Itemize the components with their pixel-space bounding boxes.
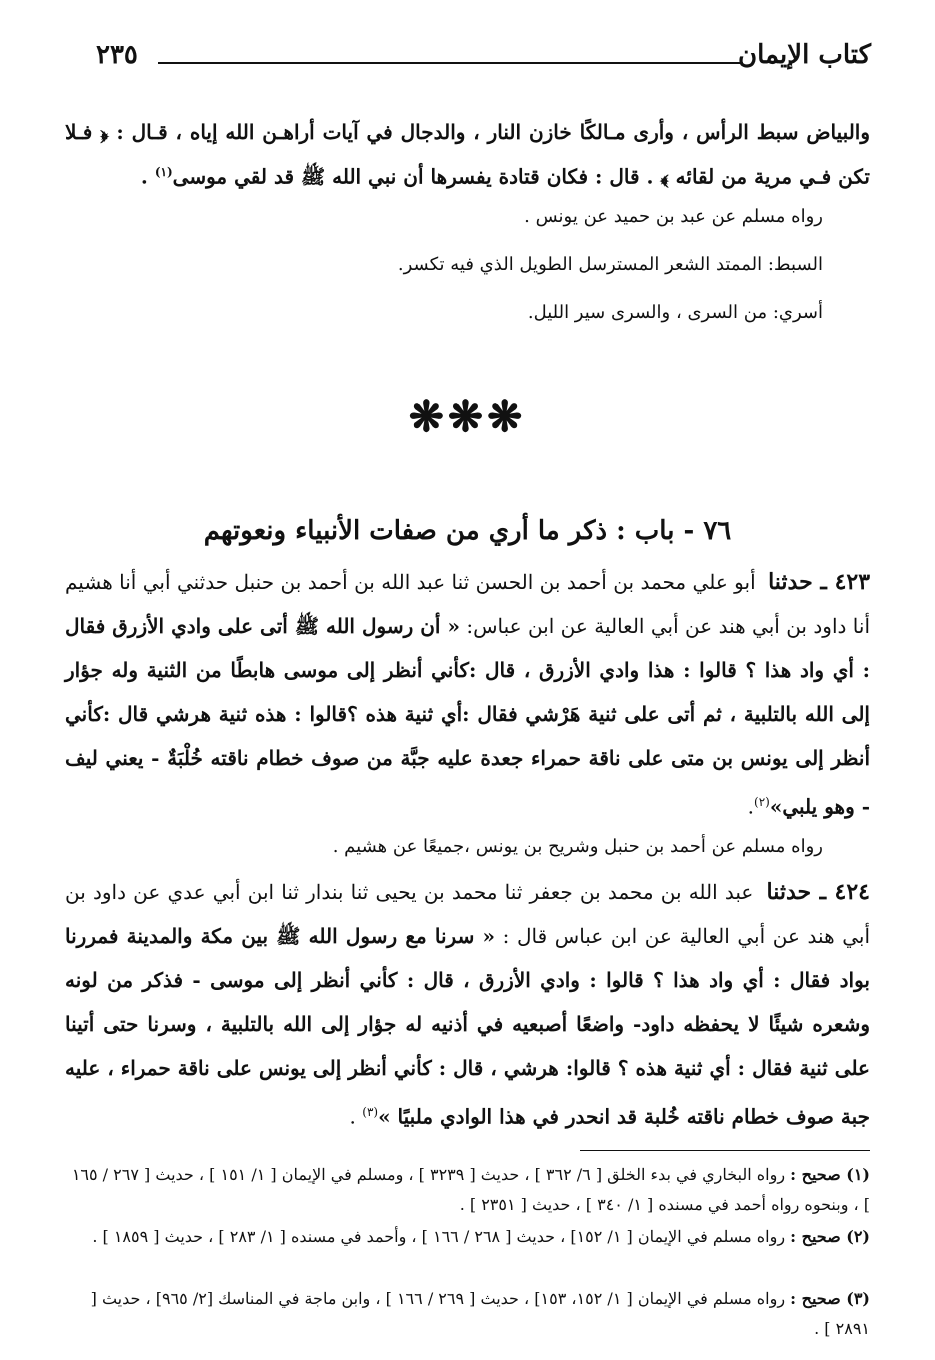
- footnote-2: [65, 1222, 870, 1252]
- note-line-2: السبط: الممتد الشعر المسترسل الطويل الذي فيه تكسر.: [397, 254, 823, 275]
- page-number: ٢٣٥: [96, 40, 138, 70]
- intro-tail: .: [140, 164, 155, 189]
- intro-text: والبياض سبط الرأس ، وأرى مـالكًا خازن النار ، والدجال في آيات أراهـن الله إياه ، قـال : ﴿ فـلا تكن فـي مرية من لقائه ﴾ . قال : فكان قتادة يفسرها أن نبي الله ﷺ قد لقي موسى: [65, 120, 870, 189]
- footnote-ref-3: (٣): [362, 1105, 379, 1119]
- footnote-1: [65, 1160, 870, 1220]
- footnote-3-label: (٣) صحيح :: [790, 1289, 870, 1308]
- hadith-424-narrators: عبد الله بن محمد بن جعفر ثنا محمد بن يحيى ثنا بندار ثنا ابن أبي عدي عن داود بن أبي هند عن أبي العالية عن ابن عباس قال :: [65, 880, 871, 948]
- footnote-rule: [580, 1150, 870, 1151]
- hadith-424: [65, 870, 870, 1139]
- note-line-1: رواه مسلم عن عبد بن حميد عن يونس .: [524, 206, 823, 227]
- hadith-424-text: « سرنا مع رسول الله ﷺ بين مكة والمدينة فمررنا بواد فقال : أي واد هذا ؟ قالوا : وادي الأزرق ، قال : كأني أنظر إلى موسى - فذكر من لونه وشعره شيئًا لا يحفظه داود- واضعًا أصبعيه في أذنيه له جؤار إلى الله بالتلبية ، وسرنا حتى أتينا على ثنية فقال : أي ثنية هذه ؟ قالوا: هرشي ، قال : كأني أنظر إلى يونس على ناقة حمراء ، عليه جبة صوف خطام ناقته خُلبة قد انحدر في هذا الوادي ملبيًا »: [65, 924, 870, 1129]
- page-header: [96, 38, 871, 82]
- header-rule: [158, 62, 743, 64]
- footnote-ref-1: (١): [154, 165, 173, 179]
- hadith-423-tail: .: [747, 794, 755, 819]
- book-section-title: كتاب الإيمان: [737, 40, 871, 70]
- footnote-2-text: رواه مسلم في الإيمان [ ١/ ١٥٢] ، حديث [ ٢٦٨ / ١٦٦ ] ، وأحمد في مسنده [ ١/ ٢٨٣ ] ، حديث [ ١٨٥٩ ] .: [92, 1227, 786, 1246]
- hadith-424-tail: .: [349, 1104, 363, 1129]
- section-divider-stars: ❋❋❋: [408, 392, 527, 441]
- hadith-number-424: ٤٢٤ ـ حدثنا: [766, 879, 870, 905]
- footnote-ref-2: (٢): [754, 795, 770, 809]
- footnote-3-text: رواه مسلم في الإيمان [ ١/ ١٥٢، ١٥٣] ، حديث [ ٢٦٩ / ١٦٦ ] ، وابن ماجة في المناسك [٢/ ٩٦٥] ، حديث [ ٢٨٩١ ] .: [90, 1289, 870, 1338]
- intro-paragraph: [65, 112, 870, 197]
- hadith-423-narrators: أبو علي محمد بن أحمد بن الحسن ثنا عبد الله بن أحمد بن حنبل حدثني أبي أنا هشيم أنا داود بن أبي هند عن أبي العالية عن ابن عباس:: [65, 570, 870, 638]
- hadith-423-note: رواه مسلم عن أحمد بن حنبل وشريح بن يونس ،جميعًا عن هشيم .: [332, 836, 823, 857]
- hadith-423-text: « أن رسول الله ﷺ أتى على وادي الأزرق فقال : أي واد هذا ؟ قالوا : هذا وادي الأزرق ، قال :كأني أنظر إلى موسى هابطًا من الثنية وله جؤار إلى الله بالتلبية ، ثم أتى على ثنية هَرْشي فقال :أي ثنية هذه ؟قالوا : هذه ثنية هرشي قال :كأني أنظر إلى يونس بن متى على ناقة حمراء جعدة عليه جبَّة من صوف خطام ناقته خُلْبَةٌ - يعني ليف - وهو يلبي»: [65, 614, 870, 819]
- footnote-2-label: (٢) صحيح :: [790, 1227, 870, 1246]
- note-line-3: أسري: من السرى ، والسرى سير الليل.: [527, 302, 823, 323]
- hadith-number-423: ٤٢٣ ـ حدثنا: [768, 569, 871, 595]
- chapter-title: ٧٦ - باب : ذكر ما أري من صفات الأنبياء ونعوتهم: [203, 516, 732, 546]
- footnote-1-text: رواه البخاري في بدء الخلق [ ٦/ ٣٦٢ ] ، حديث [ ٣٢٣٩ ] ، ومسلم في الإيمان [ ١/ ١٥١ ] ، حديث [ ٢٦٧ / ١٦٥ ] ، وبنحوه رواه أحمد في مسنده [ ١/ ٣٤٠ ] ، حديث [ ٢٣٥١ ] .: [71, 1165, 870, 1214]
- footnote-1-label: (١) صحيح :: [790, 1165, 870, 1184]
- footnote-3: [65, 1284, 870, 1344]
- hadith-423: [65, 560, 870, 829]
